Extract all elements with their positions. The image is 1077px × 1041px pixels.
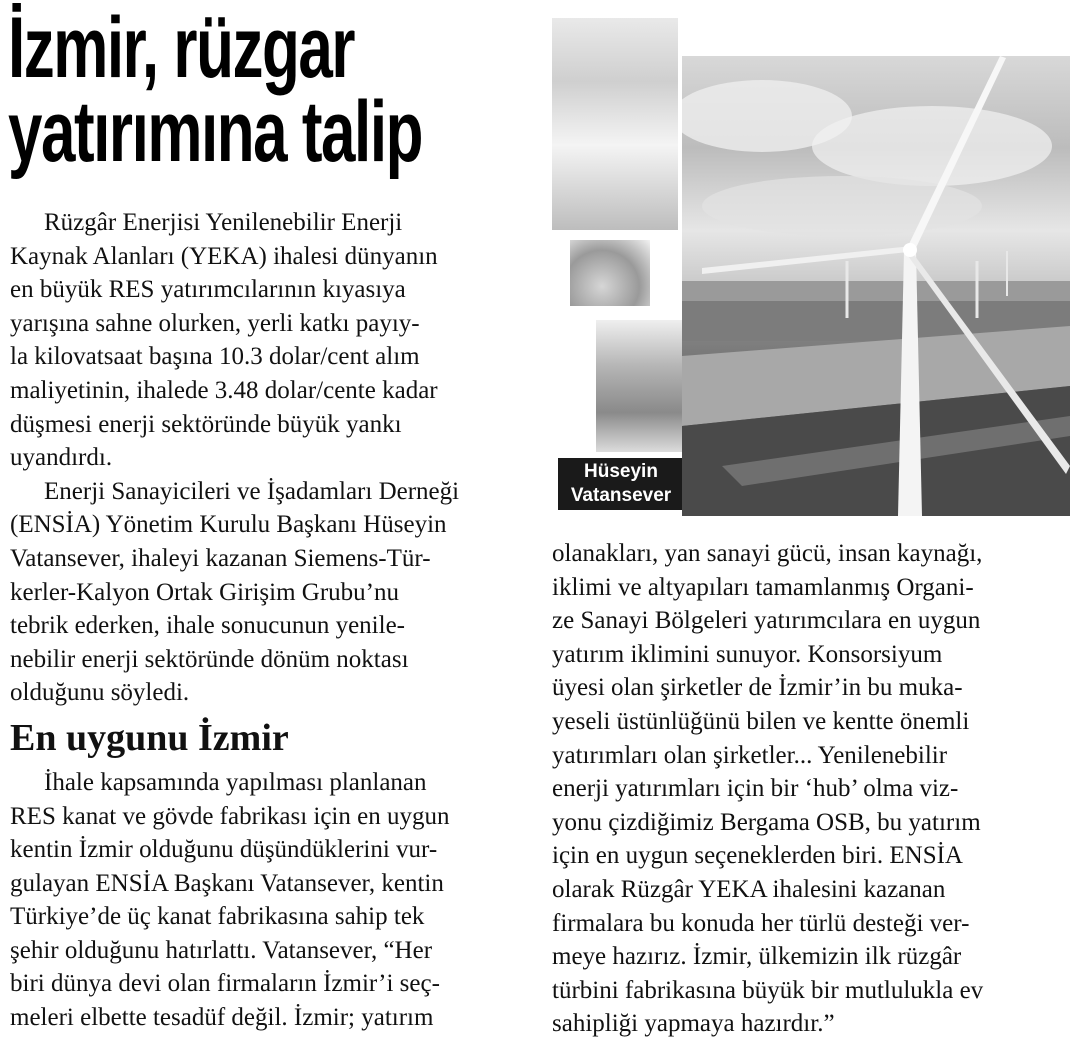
text-line: olduğunu söyledi. <box>10 679 190 707</box>
text-line: iklimi ve altyapıları tamamlanmış Organi- <box>552 573 974 601</box>
text-line: İhale kapsamında yapılması planlanan <box>44 768 427 796</box>
text-line: türbini fabrikasına büyük bir mutlulukla ev <box>552 976 984 1004</box>
paragraph-izmir <box>10 766 540 1035</box>
text-line: kerler-Kalyon Ortak Girişim Grubu’nu <box>10 578 399 606</box>
text-line: Vatansever, ihaleyi kazanan Siemens-Tür- <box>10 544 431 572</box>
text-line: meye hazırız. İzmir, ülkemizin ilk rüzgâr <box>552 943 962 971</box>
text-line: gulayan ENSİA Başkanı Vatansever, kentin <box>10 869 444 897</box>
text-line: Türkiye’de üç kanat fabrikasına sahip tek <box>10 903 425 931</box>
paragraph-ensia <box>10 475 540 710</box>
text-line: düşmesi enerji sektöründe büyük yankı <box>10 410 402 438</box>
subheading: En uygunu İzmir <box>10 716 289 759</box>
text-line: uyandırdı. <box>10 444 113 472</box>
text-line: yatırım iklimini sunuyor. Konsorsiyum <box>552 640 943 668</box>
text-line: yarışına sahne olurken, yerli katkı payıy- <box>10 309 420 337</box>
text-line: ze Sanayi Bölgeleri yatırımcılara en uygun <box>552 607 981 635</box>
caption-first-name: Hüseyin <box>584 461 658 482</box>
text-line: Kaynak Alanları (YEKA) ihalesi dünyanın <box>10 242 438 270</box>
text-line: yeseli üstünlüğünü bilen ve kentte önemli <box>552 707 970 735</box>
caption-last-name: Vatansever <box>570 485 672 506</box>
text-line: la kilovatsaat başına 10.3 dolar/cent alım <box>10 343 420 371</box>
headline-line-1: İzmir, rüzgar <box>8 0 355 96</box>
text-line: kentin İzmir olduğunu düşündüklerini vur- <box>10 836 438 864</box>
text-line: yatırımları olan şirketler... Yenilenebilir <box>552 741 948 769</box>
headline <box>8 0 483 180</box>
text-line: nebilir enerji sektöründe dönüm noktası <box>10 645 409 673</box>
right-column <box>552 537 1072 1041</box>
text-line: Rüzgâr Enerjisi Yenilenebilir Enerji <box>44 209 403 236</box>
text-line: biri dünya devi olan firmaların İzmir’i seç- <box>10 970 440 998</box>
text-line: (ENSİA) Yönetim Kurulu Başkanı Hüseyin <box>10 511 447 539</box>
portrait-photo-top <box>570 240 650 306</box>
text-line: yonu çizdiğimiz Bergama OSB, bu yatırım <box>552 808 981 836</box>
text-line: Enerji Sanayicileri ve İşadamları Derneği <box>44 477 460 505</box>
text-line: RES kanat ve gövde fabrikası için en uygun <box>10 802 450 830</box>
text-line: üyesi olan şirketler de İzmir’in bu muka- <box>552 674 963 702</box>
left-column <box>10 206 540 1035</box>
text-line: için en uygun seçeneklerden biri. ENSİA <box>552 842 963 870</box>
wind-turbine-illustration <box>682 56 1070 516</box>
photo-caption <box>558 458 684 510</box>
text-line: meleri elbette tesadüf değil. İzmir; yatırım <box>10 1004 434 1032</box>
text-line: şehir olduğunu hatırlattı. Vatansever, “Her <box>10 936 433 964</box>
text-line: sahipliği yapmaya hazırdır.” <box>552 1010 835 1038</box>
paragraph-continuation <box>552 537 1072 1041</box>
text-line: firmalara bu konuda her türlü desteği ver- <box>552 909 970 937</box>
text-line: olarak Rüzgâr YEKA ihalesini kazanan <box>552 875 946 903</box>
text-line: olanakları, yan sanayi gücü, insan kaynağı, <box>552 540 983 567</box>
paragraph-intro <box>10 206 540 475</box>
text-line: maliyetinin, ihalede 3.48 dolar/cente kadar <box>10 376 438 404</box>
text-line: enerji yatırımları için bir ‘hub’ olma viz- <box>552 775 959 803</box>
wind-turbine-photo <box>682 56 1070 516</box>
sky-photo-strip <box>552 18 678 230</box>
text-line: en büyük RES yatırımcılarının kıyasıya <box>10 276 406 304</box>
text-line: tebrik ederken, ihale sonucunun yenile- <box>10 612 405 640</box>
portrait-photo <box>596 320 692 452</box>
headline-line-2: yatırımına talip <box>8 84 422 180</box>
